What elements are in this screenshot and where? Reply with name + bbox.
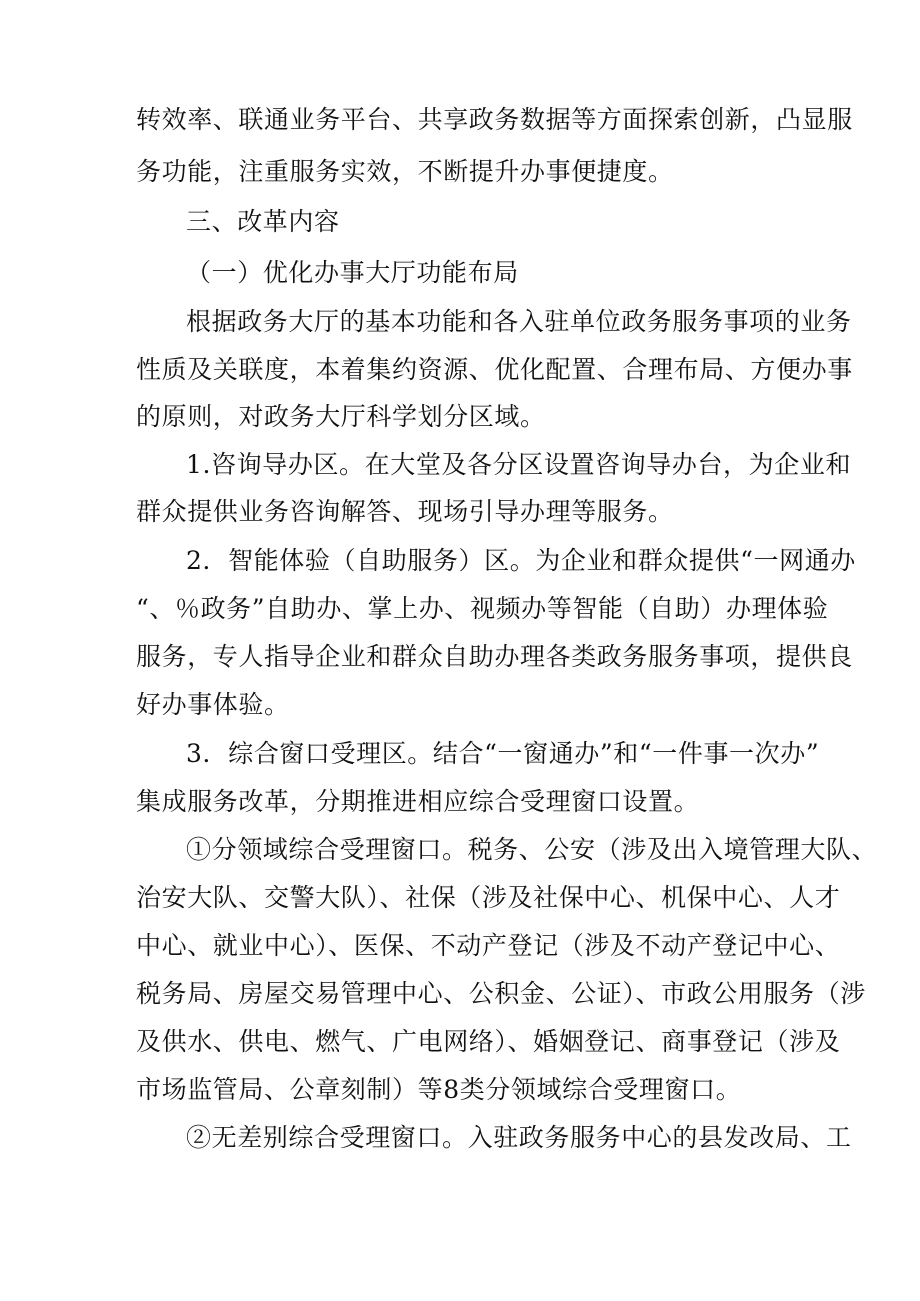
section-heading: 三、改革内容 bbox=[186, 207, 340, 236]
body-text-line: “、％政务”自助办、掌上办、视频办等智能（自助）办理体验 bbox=[136, 594, 829, 623]
body-text-line: 及供水、供电、燃气、广电网络）、婚姻登记、商事登记（涉及 bbox=[136, 1027, 841, 1056]
body-text-line: 务功能，注重服务实效，不断提升办事便捷度。 bbox=[136, 157, 674, 186]
body-text-line: ②无差别综合受理窗口。入驻政务服务中心的县发改局、工 bbox=[186, 1123, 852, 1152]
body-text-line: 群众提供业务咨询解答、现场引导办理等服务。 bbox=[136, 497, 674, 526]
body-text-line: 治安大队、交警大队）、社保（涉及社保中心、机保中心、人才 bbox=[136, 883, 841, 912]
body-text-line: 市场监管局、公章刻制）等8类分领域综合受理窗口。 bbox=[136, 1075, 742, 1104]
body-text-line: 中心、就业中心）、医保、不动产登记（涉及不动产登记中心、 bbox=[136, 931, 841, 960]
body-text-line: 的原则，对政务大厅科学划分区域。 bbox=[136, 402, 546, 431]
subsection-heading: （一）优化办事大厅功能布局 bbox=[186, 258, 519, 287]
body-text-line: 税务局、房屋交易管理中心、公积金、公证）、市政公用服务（涉 bbox=[136, 979, 866, 1008]
body-text-line: 转效率、联通业务平台、共享政务数据等方面探索创新，凸显服 bbox=[136, 105, 853, 134]
body-text-line: 好办事体验。 bbox=[136, 690, 290, 719]
body-text-line: 服务，专人指导企业和群众自助办理各类政务服务事项，提供良 bbox=[136, 642, 853, 671]
body-text-line: 根据政务大厅的基本功能和各入驻单位政务服务事项的业务 bbox=[186, 307, 852, 336]
body-text-line: 性质及关联度，本着集约资源、优化配置、合理布局、方便办事 bbox=[136, 355, 853, 384]
body-text-line: 2．智能体验（自助服务）区。为企业和群众提供“一网通办 bbox=[186, 546, 856, 575]
body-text-line: 1.咨询导办区。在大堂及各分区设置咨询导办台，为企业和 bbox=[186, 450, 852, 479]
body-text-line: 3．综合窗口受理区。结合“一窗通办”和“一件事一次办” bbox=[186, 739, 820, 768]
body-text-line: 集成服务改革，分期推进相应综合受理窗口设置。 bbox=[136, 787, 700, 816]
body-text-line: ①分领域综合受理窗口。税务、公安（涉及出入境管理大队、 bbox=[186, 835, 878, 864]
